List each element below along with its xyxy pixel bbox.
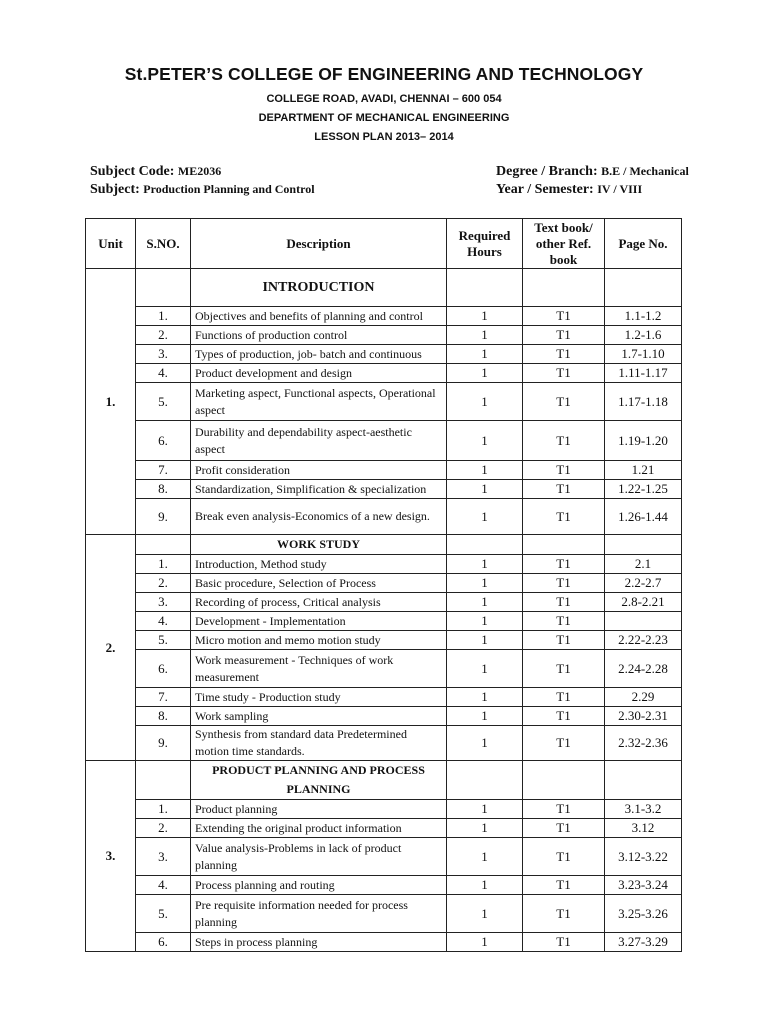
row-sno: 7.	[136, 688, 191, 707]
row-sno: 9.	[136, 726, 191, 761]
row-page: 1.2-1.6	[605, 326, 682, 345]
section-title: WORK STUDY	[191, 535, 447, 555]
table-row	[86, 307, 682, 326]
row-description: Break even analysis-Economics of a new design.	[191, 499, 447, 535]
section-book-empty	[523, 269, 605, 307]
row-book: T1	[523, 555, 605, 574]
table-row	[86, 364, 682, 383]
section-sno-empty	[136, 535, 191, 555]
section-sno-empty	[136, 761, 191, 800]
row-sno: 6.	[136, 650, 191, 688]
row-page: 1.26-1.44	[605, 499, 682, 535]
row-hours: 1	[447, 631, 523, 650]
row-description: Basic procedure, Selection of Process	[191, 574, 447, 593]
subject	[90, 182, 315, 198]
row-sno: 1.	[136, 307, 191, 326]
row-hours: 1	[447, 726, 523, 761]
row-page	[605, 612, 682, 631]
header-required-hours: Required Hours	[447, 219, 523, 269]
row-description: Profit consideration	[191, 461, 447, 480]
row-sno: 2.	[136, 574, 191, 593]
table-row	[86, 480, 682, 499]
row-book: T1	[523, 838, 605, 876]
row-hours: 1	[447, 800, 523, 819]
row-page: 1.7-1.10	[605, 345, 682, 364]
row-hours: 1	[447, 345, 523, 364]
row-description: Value analysis-Problems in lack of product planning	[191, 838, 447, 876]
row-description: Synthesis from standard data Predetermined motion time standards.	[191, 726, 447, 761]
table-row	[86, 895, 682, 933]
section-row	[86, 535, 682, 555]
row-description: Pre requisite information needed for process planning	[191, 895, 447, 933]
row-book: T1	[523, 383, 605, 421]
row-description: Product development and design	[191, 364, 447, 383]
row-book: T1	[523, 499, 605, 535]
table-row	[86, 707, 682, 726]
row-book: T1	[523, 895, 605, 933]
row-description: Durability and dependability aspect-aesthetic aspect	[191, 421, 447, 461]
row-book: T1	[523, 326, 605, 345]
row-description: Types of production, job- batch and continuous	[191, 345, 447, 364]
row-description: Recording of process, Critical analysis	[191, 593, 447, 612]
row-page: 2.22-2.23	[605, 631, 682, 650]
row-hours: 1	[447, 819, 523, 838]
row-book: T1	[523, 480, 605, 499]
row-page: 2.8-2.21	[605, 593, 682, 612]
table-row	[86, 838, 682, 876]
row-hours: 1	[447, 480, 523, 499]
college-title: St.PETER’S COLLEGE OF ENGINEERING AND TECHNOLOGY	[124, 64, 644, 84]
degree-label: Degree / Branch:	[496, 164, 598, 179]
row-sno: 6.	[136, 421, 191, 461]
table-header-row	[86, 219, 682, 269]
row-sno: 3.	[136, 593, 191, 612]
row-page: 2.29	[605, 688, 682, 707]
section-sno-empty	[136, 269, 191, 307]
table-row	[86, 876, 682, 895]
row-book: T1	[523, 876, 605, 895]
department-name: DEPARTMENT OF MECHANICAL ENGINEERING	[258, 112, 510, 124]
section-title: PRODUCT PLANNING AND PROCESS PLANNING	[191, 761, 447, 800]
row-sno: 6.	[136, 933, 191, 952]
row-description: Micro motion and memo motion study	[191, 631, 447, 650]
row-description: Introduction, Method study	[191, 555, 447, 574]
row-page: 1.1-1.2	[605, 307, 682, 326]
row-book: T1	[523, 364, 605, 383]
row-description: Process planning and routing	[191, 876, 447, 895]
table-row	[86, 800, 682, 819]
row-book: T1	[523, 631, 605, 650]
unit-number: 3.	[86, 761, 136, 952]
row-sno: 9.	[136, 499, 191, 535]
row-hours: 1	[447, 688, 523, 707]
table-row	[86, 593, 682, 612]
row-sno: 1.	[136, 555, 191, 574]
table-row	[86, 631, 682, 650]
row-page: 3.12	[605, 819, 682, 838]
row-hours: 1	[447, 933, 523, 952]
subject-code-value: ME2036	[177, 164, 222, 178]
row-book: T1	[523, 307, 605, 326]
row-book: T1	[523, 819, 605, 838]
row-book: T1	[523, 800, 605, 819]
table-body	[86, 269, 682, 952]
row-description: Marketing aspect, Functional aspects, Operational aspect	[191, 383, 447, 421]
college-address: COLLEGE ROAD, AVADI, CHENNAI – 600 054	[266, 93, 502, 105]
section-hours-empty	[447, 535, 523, 555]
header-text-book: Text book/ other Ref. book	[523, 219, 605, 269]
row-hours: 1	[447, 593, 523, 612]
row-description: Objectives and benefits of planning and control	[191, 307, 447, 326]
row-sno: 3.	[136, 838, 191, 876]
year-value: IV / VIII	[597, 182, 643, 196]
row-book: T1	[523, 707, 605, 726]
row-sno: 8.	[136, 480, 191, 499]
section-page-empty	[605, 761, 682, 800]
section-page-empty	[605, 269, 682, 307]
table-row	[86, 650, 682, 688]
row-description: Work sampling	[191, 707, 447, 726]
section-book-empty	[523, 761, 605, 800]
row-book: T1	[523, 726, 605, 761]
row-sno: 5.	[136, 631, 191, 650]
table-row	[86, 461, 682, 480]
table-row	[86, 726, 682, 761]
row-book: T1	[523, 688, 605, 707]
table-row	[86, 612, 682, 631]
table-row	[86, 326, 682, 345]
table-row	[86, 933, 682, 952]
row-hours: 1	[447, 707, 523, 726]
row-description: Extending the original product information	[191, 819, 447, 838]
row-hours: 1	[447, 421, 523, 461]
row-hours: 1	[447, 838, 523, 876]
header-description: Description	[191, 219, 447, 269]
subject-code-label: Subject Code:	[90, 164, 175, 179]
row-description: Time study - Production study	[191, 688, 447, 707]
lesson-plan-table	[85, 218, 682, 952]
row-hours: 1	[447, 574, 523, 593]
row-page: 1.21	[605, 461, 682, 480]
row-book: T1	[523, 461, 605, 480]
row-page: 1.19-1.20	[605, 421, 682, 461]
row-sno: 5.	[136, 895, 191, 933]
unit-number: 1.	[86, 269, 136, 535]
row-hours: 1	[447, 895, 523, 933]
row-description: Functions of production control	[191, 326, 447, 345]
row-description: Work measurement - Techniques of work measurement	[191, 650, 447, 688]
row-page: 2.30-2.31	[605, 707, 682, 726]
row-sno: 1.	[136, 800, 191, 819]
table-row	[86, 345, 682, 364]
section-hours-empty	[447, 269, 523, 307]
row-description: Product planning	[191, 800, 447, 819]
row-page: 1.22-1.25	[605, 480, 682, 499]
row-sno: 4.	[136, 612, 191, 631]
degree-value: B.E / Mechanical	[601, 164, 689, 178]
row-page: 3.1-3.2	[605, 800, 682, 819]
row-hours: 1	[447, 499, 523, 535]
header-unit: Unit	[86, 219, 136, 269]
row-page: 3.25-3.26	[605, 895, 682, 933]
row-page: 1.17-1.18	[605, 383, 682, 421]
row-description: Steps in process planning	[191, 933, 447, 952]
section-book-empty	[523, 535, 605, 555]
row-book: T1	[523, 612, 605, 631]
row-page: 3.27-3.29	[605, 933, 682, 952]
year-semester	[496, 182, 642, 198]
row-hours: 1	[447, 364, 523, 383]
row-hours: 1	[447, 326, 523, 345]
row-page: 3.12-3.22	[605, 838, 682, 876]
header-sno: S.NO.	[136, 219, 191, 269]
table-row	[86, 688, 682, 707]
section-row	[86, 761, 682, 800]
row-book: T1	[523, 650, 605, 688]
row-page: 3.23-3.24	[605, 876, 682, 895]
row-sno: 4.	[136, 876, 191, 895]
section-row	[86, 269, 682, 307]
row-sno: 7.	[136, 461, 191, 480]
row-book: T1	[523, 421, 605, 461]
subject-value: Production Planning and Control	[143, 182, 315, 196]
table-row	[86, 499, 682, 535]
unit-number: 2.	[86, 535, 136, 761]
section-title: INTRODUCTION	[191, 269, 447, 307]
row-description: Development - Implementation	[191, 612, 447, 631]
row-page: 2.2-2.7	[605, 574, 682, 593]
degree-branch	[496, 164, 689, 180]
row-sno: 5.	[136, 383, 191, 421]
year-label: Year / Semester:	[496, 182, 594, 197]
row-page: 2.32-2.36	[605, 726, 682, 761]
row-hours: 1	[447, 650, 523, 688]
table-row	[86, 421, 682, 461]
row-hours: 1	[447, 307, 523, 326]
row-page: 2.24-2.28	[605, 650, 682, 688]
row-hours: 1	[447, 461, 523, 480]
table-row	[86, 383, 682, 421]
table-row	[86, 574, 682, 593]
lesson-plan-year: LESSON PLAN 2013– 2014	[314, 131, 454, 143]
row-page: 1.11-1.17	[605, 364, 682, 383]
subject-code	[90, 164, 221, 180]
row-hours: 1	[447, 383, 523, 421]
header-page-no: Page No.	[605, 219, 682, 269]
section-hours-empty	[447, 761, 523, 800]
row-hours: 1	[447, 555, 523, 574]
row-book: T1	[523, 574, 605, 593]
section-page-empty	[605, 535, 682, 555]
row-book: T1	[523, 933, 605, 952]
row-book: T1	[523, 345, 605, 364]
row-book: T1	[523, 593, 605, 612]
table-row	[86, 555, 682, 574]
table-row	[86, 819, 682, 838]
row-hours: 1	[447, 612, 523, 631]
subject-label: Subject:	[90, 182, 140, 197]
row-description: Standardization, Simplification & specialization	[191, 480, 447, 499]
row-sno: 4.	[136, 364, 191, 383]
row-sno: 8.	[136, 707, 191, 726]
row-page: 2.1	[605, 555, 682, 574]
row-hours: 1	[447, 876, 523, 895]
row-sno: 3.	[136, 345, 191, 364]
row-sno: 2.	[136, 819, 191, 838]
row-sno: 2.	[136, 326, 191, 345]
